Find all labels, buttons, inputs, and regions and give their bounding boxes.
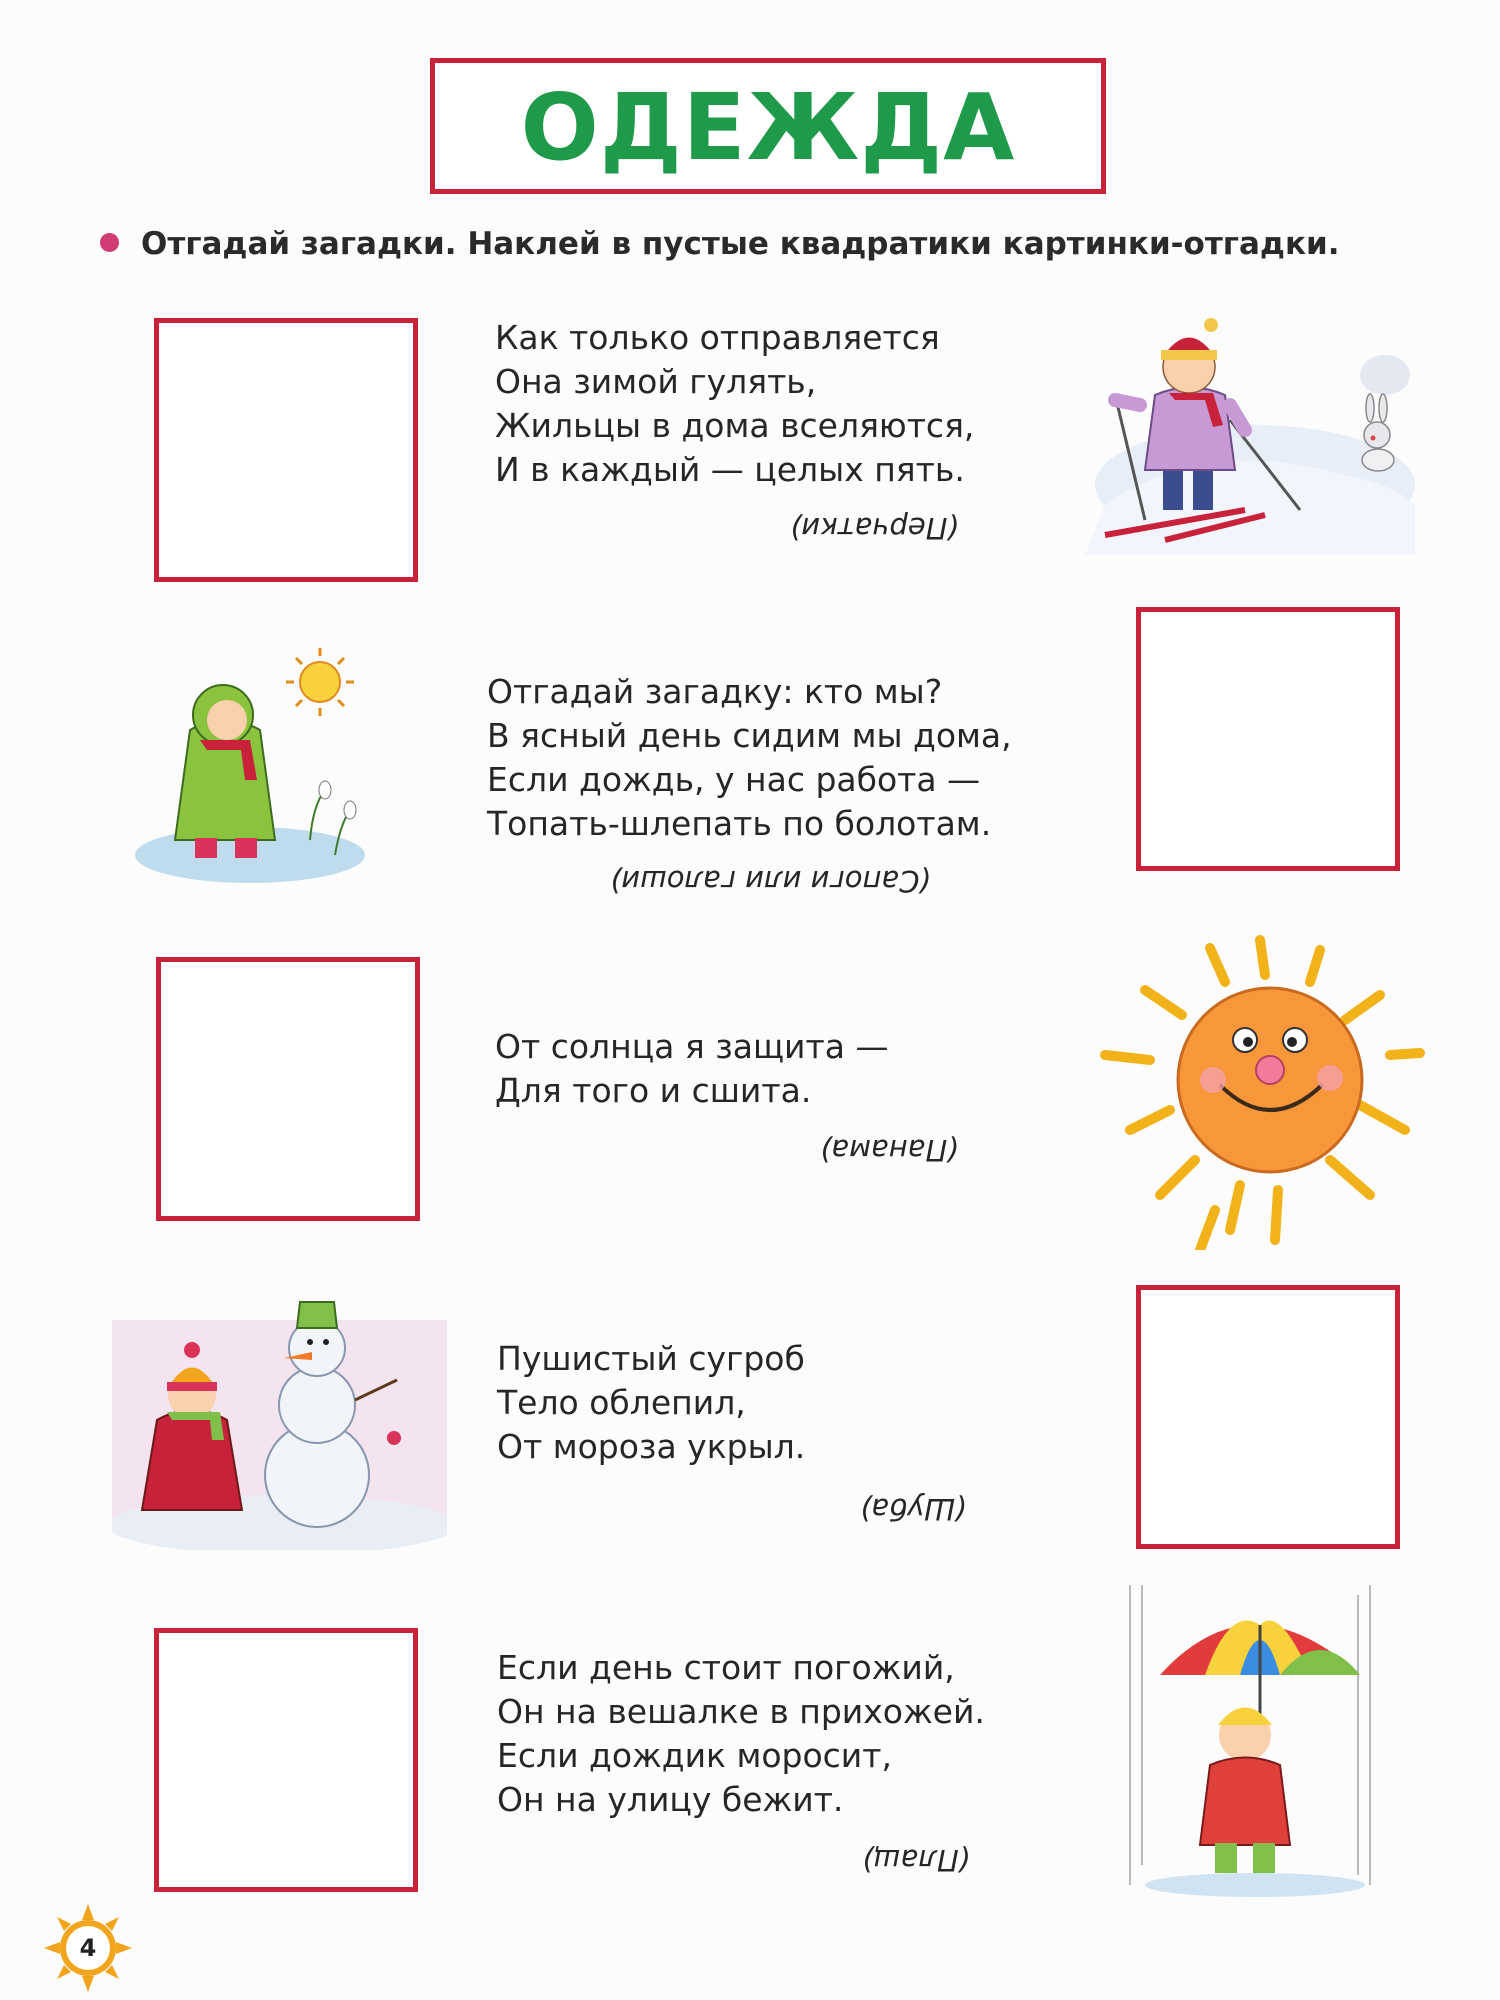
riddle-text: Отгадай загадку: кто мы? В ясный день сидим мы дома, Если дождь, у нас работа — Топать-шлепать по болотам. xyxy=(487,672,1012,843)
hare-icon xyxy=(1362,394,1394,471)
instruction-text: Отгадай загадки. Наклей в пустые квадратики картинки-отгадки. xyxy=(141,226,1340,262)
sticker-square[interactable] xyxy=(1136,1285,1400,1549)
riddle-text: От солнца я защита — Для того и сшита. xyxy=(495,1027,889,1110)
riddle-answer: (Панама) xyxy=(820,1133,959,1167)
child-skiing-illustration xyxy=(1085,305,1415,555)
sticker-square[interactable] xyxy=(154,318,418,582)
child-with-snowman-illustration xyxy=(112,1300,447,1550)
riddle-answer: (Сапоги или галоши) xyxy=(610,864,931,898)
sun-icon xyxy=(286,648,354,716)
page-title: ОДЕЖДА xyxy=(520,74,1016,181)
smiling-sun-illustration xyxy=(1090,920,1430,1250)
sticker-square[interactable] xyxy=(1136,607,1400,871)
child-with-umbrella-illustration xyxy=(1120,1585,1390,1905)
riddle-answer: (Перчатки) xyxy=(790,511,959,545)
riddle-answer: (Шуба) xyxy=(860,1492,967,1526)
title-frame xyxy=(430,58,1106,194)
riddle-text: Как только отправляется Она зимой гулять, Жильцы в дома вселяются, И в каждый — целых пять. xyxy=(495,318,975,489)
child-green-coat-illustration xyxy=(135,640,385,890)
riddle-text: Пушистый сугроб Тело облепил, От мороза укрыл. xyxy=(497,1339,806,1466)
page-number: 4 xyxy=(79,1934,97,1962)
instruction xyxy=(100,222,1480,266)
page-number-badge xyxy=(44,1904,132,1992)
bullet-icon xyxy=(100,233,119,252)
sticker-square[interactable] xyxy=(156,957,420,1221)
sticker-square[interactable] xyxy=(154,1628,418,1892)
riddle-text: Если день стоит погожий, Он на вешалке в прихожей. Если дождик моросит, Он на улицу бежит. xyxy=(497,1648,985,1819)
riddle-answer: (Плащ) xyxy=(862,1843,971,1877)
